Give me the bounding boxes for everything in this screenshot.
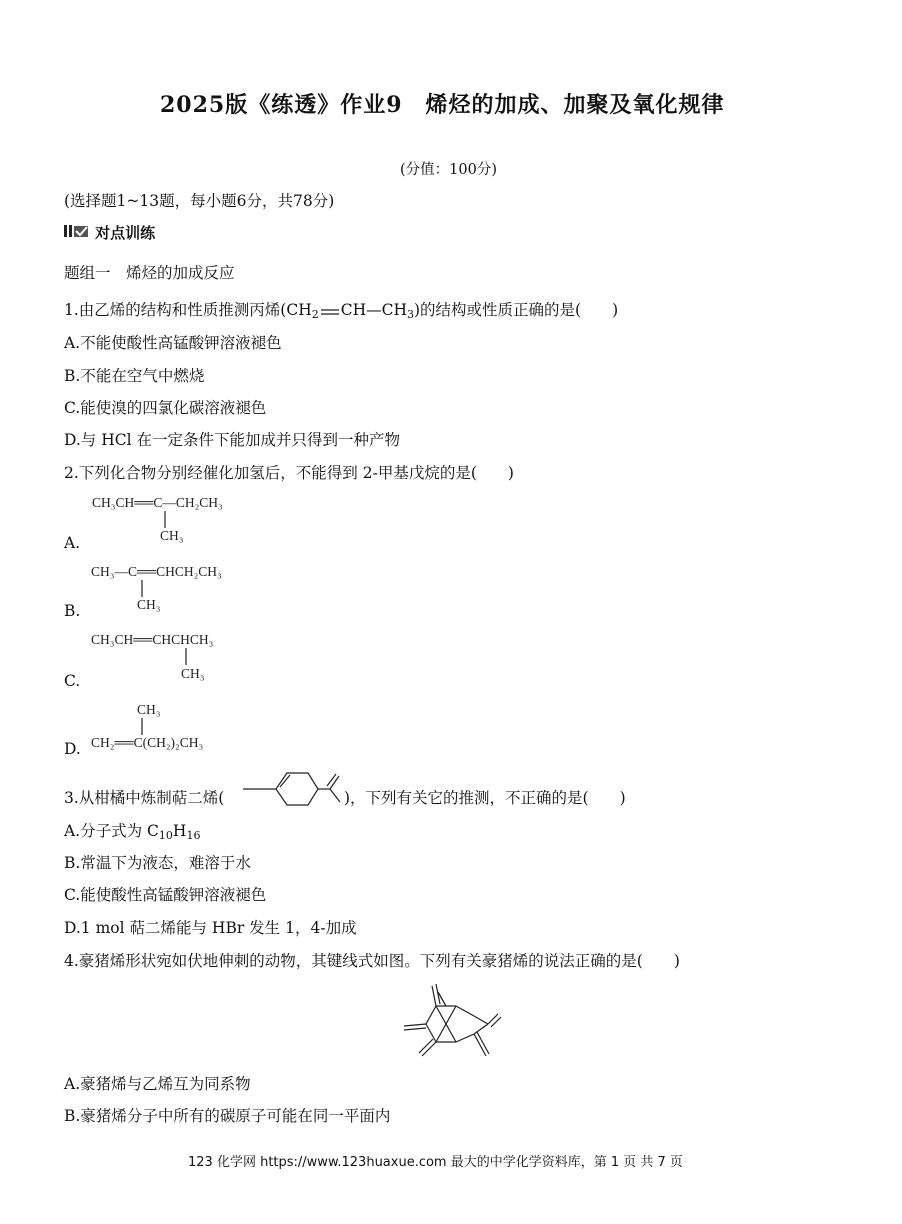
q2-formula-a: CH₃CH══C—CH₂CH₃	[92, 495, 223, 510]
q2-c-bond	[184, 648, 188, 666]
q2-formula-a-branch: CH₃	[160, 528, 184, 543]
q1-option-c[interactable]: C.能使溴的四氯化碳溶液褪色	[64, 399, 267, 417]
q2-a-bond	[163, 511, 167, 529]
q3-option-c[interactable]: C.能使酸性高锰酸钾溶液褪色	[64, 886, 267, 904]
q3-option-b[interactable]: B.常温下为液态，难溶于水	[64, 854, 251, 872]
q1-stem-part: CH—CH	[340, 301, 407, 319]
q2-option-c[interactable]: C.	[64, 672, 81, 690]
question-4-stem: 4.豪猪烯形状宛如伏地伸刺的动物，其键线式如图。下列有关豪猪烯的说法正确的是( )	[64, 952, 680, 970]
instructions-text: (选择题1~13题，每小题6分，共78分)	[64, 192, 335, 210]
limonene-structure-icon	[238, 768, 344, 810]
q3-option-a[interactable]	[64, 819, 200, 842]
q3-subscript: 16	[186, 829, 201, 842]
q3-option-a-text: H	[172, 822, 187, 840]
q4-option-a[interactable]: A.豪猪烯与乙烯互为同系物	[64, 1075, 251, 1093]
score-text: (分值：100分)	[400, 162, 497, 178]
q1-subscript: 3	[406, 308, 414, 321]
q2-option-b[interactable]: B.	[64, 602, 81, 620]
q2-formula-c-branch: CH₃	[181, 666, 205, 681]
q4-option-b[interactable]: B.豪猪烯分子中所有的碳原子可能在同一平面内	[64, 1107, 391, 1125]
question-2-stem: 2.下列化合物分别经催化加氢后，不能得到 2-甲基戊烷的是( )	[64, 464, 514, 482]
q3-subscript: 10	[158, 829, 173, 842]
question-3-stem-post: )，下列有关它的推测，不正确的是( )	[344, 789, 626, 807]
q3-option-d[interactable]: D.1 mol 萜二烯能与 HBr 发生 1，4-加成	[64, 919, 357, 937]
q2-b-bond	[140, 580, 144, 598]
q2-formula-d-branch: CH₃	[137, 702, 161, 717]
page-footer: 123 化学网 https://www.123huaxue.com 最大的中学化学资料库，第 1 页 共 7 页	[188, 1155, 683, 1170]
q2-option-a[interactable]: A.	[64, 534, 81, 552]
q3-option-a-text: A.分子式为 C	[64, 822, 159, 840]
section-header	[64, 222, 155, 242]
q1-subscript: 2	[311, 308, 319, 321]
q1-option-d[interactable]: D.与 HCl 在一定条件下能加成并只得到一种产物	[64, 431, 400, 449]
group-title: 题组一 烯烃的加成反应	[64, 264, 235, 282]
q2-formula-d: CH₂══C(CH₂)₂CH₃	[91, 735, 204, 750]
q1-stem-part: )的结构或性质正确的是( )	[413, 301, 619, 319]
q2-formula-c: CH₃CH══CHCHCH₃	[91, 632, 214, 647]
q2-formula-b: CH₃—C══CHCH₂CH₃	[91, 564, 222, 579]
section-label: 对点训练	[95, 224, 156, 242]
question-1-stem	[64, 298, 618, 321]
question-3-stem-pre: 3.从柑橘中炼制萜二烯(	[64, 789, 225, 807]
q1-option-b[interactable]: B.不能在空气中燃烧	[64, 367, 205, 385]
q2-d-bond	[140, 718, 144, 736]
q1-option-a[interactable]: A.不能使酸性高锰酸钾溶液褪色	[64, 334, 282, 352]
page-title: 2025版《练透》作业9 烯烃的加成、加聚及氧化规律	[160, 92, 725, 118]
q2-option-d[interactable]: D.	[64, 740, 81, 758]
q2-formula-b-branch: CH₃	[137, 597, 161, 612]
double-bond-icon	[319, 302, 341, 320]
porcupine-structure-icon	[396, 980, 506, 1064]
check-icon	[64, 223, 90, 243]
q1-stem-part: 1.由乙烯的结构和性质推测丙烯(CH	[64, 301, 312, 319]
